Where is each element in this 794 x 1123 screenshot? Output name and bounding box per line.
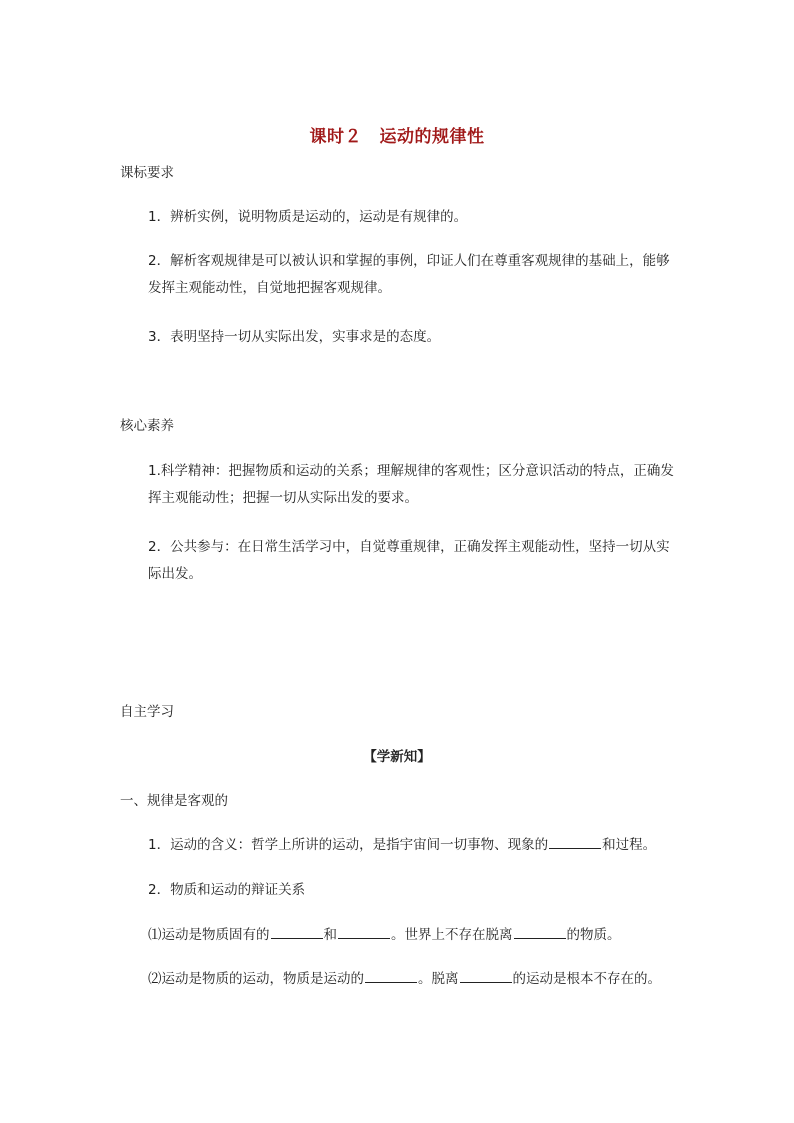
self-study-heading: 自主学习 (120, 704, 174, 720)
literacy-item-2-text: 2．公共参与：在日常生活学习中，自觉尊重规律，正确发挥主观能动性，坚持一切从实际出发。 (148, 539, 670, 582)
question-2-2-text: ⑵运动是物质的运动，物质是运动的 (148, 971, 364, 987)
literacy-item-1 (120, 458, 678, 512)
question-2-2-mid: 。脱离 (418, 971, 459, 987)
question-2: 2．物质和运动的辩证关系 (148, 882, 306, 898)
fill-blank[interactable] (338, 924, 390, 939)
question-2-2-end: 的运动是根本不存在的。 (512, 971, 661, 987)
section-1-heading: 一、规律是客观的 (120, 793, 228, 809)
question-2-1-mid: 。世界上不存在脱离 (391, 927, 513, 943)
question-2-1-text: ⑴运动是物质固有的 (148, 927, 270, 943)
learn-new-heading: 【学新知】 (363, 749, 431, 765)
question-1 (148, 832, 708, 859)
fill-blank[interactable] (271, 924, 323, 939)
question-2-1-end: 的物质。 (566, 927, 621, 943)
fill-blank[interactable] (460, 968, 512, 983)
literacy-item-2 (120, 534, 678, 588)
fill-blank[interactable] (365, 968, 417, 983)
literacy-item-1-text: 1.科学精神：把握物质和运动的关系；理解规律的客观性；区分意识活动的特点，正确发挥主观能动性；把握一切从实际出发的要求。 (148, 463, 674, 506)
curriculum-item-1: 1．辨析实例，说明物质是运动的，运动是有规律的。 (148, 209, 468, 225)
curriculum-item-2-text: 2．解析客观规律是可以被认识和掌握的事例，印证人们在尊重客观规律的基础上，能够发挥主观能动性，自觉地把握客观规律。 (148, 253, 670, 296)
fill-blank[interactable] (549, 834, 601, 849)
question-1-text-end: 和过程。 (602, 837, 657, 853)
curriculum-heading: 课标要求 (120, 165, 174, 181)
literacy-heading: 核心素养 (120, 418, 174, 434)
fill-blank[interactable] (514, 924, 566, 939)
lesson-title: 课时２ 运动的规律性 (309, 127, 485, 147)
question-2-1 (148, 922, 708, 949)
curriculum-item-2 (120, 248, 678, 302)
question-2-1-and: 和 (323, 927, 337, 943)
question-2-2 (148, 966, 708, 993)
question-1-text: 1．运动的含义：哲学上所讲的运动，是指宇宙间一切事物、现象的 (148, 837, 549, 853)
curriculum-item-3: 3．表明坚持一切从实际出发，实事求是的态度。 (148, 329, 441, 345)
